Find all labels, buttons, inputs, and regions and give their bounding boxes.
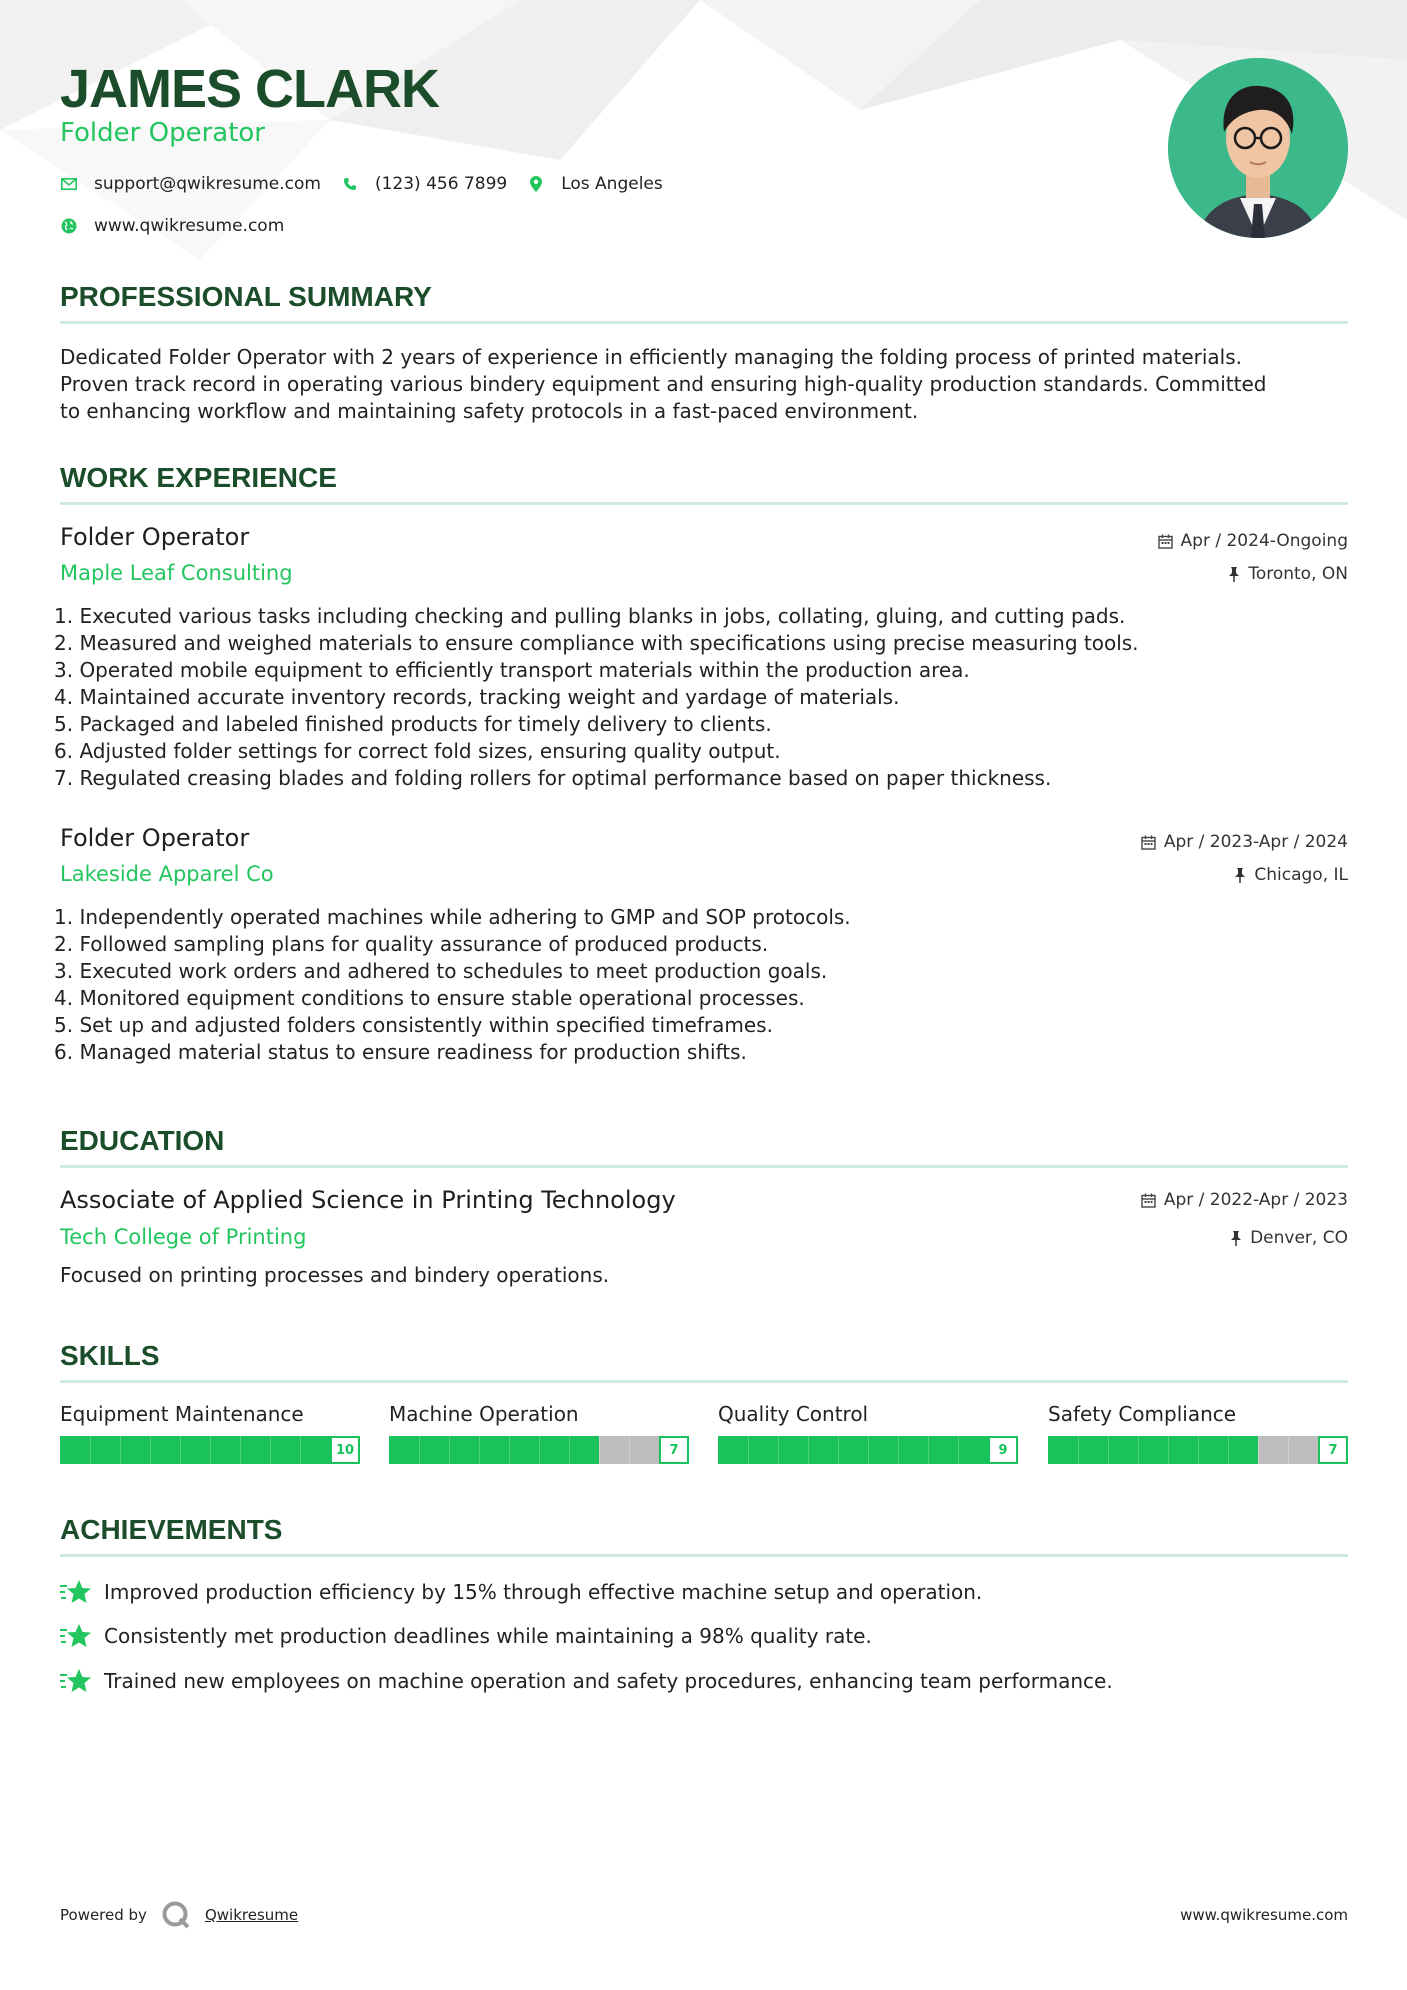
list-item: 4. Monitored equipment conditions to ensure stable operational processes.: [54, 986, 805, 1010]
skill-bar-segment: [898, 1436, 899, 1464]
skill-bar-segment: [539, 1436, 540, 1464]
achievement-item: [60, 1622, 872, 1650]
job-bullets: [54, 904, 1348, 1066]
skill-bar-segment: [509, 1436, 510, 1464]
pushpin-icon: [1228, 567, 1240, 582]
skill-bar-segment: [1168, 1436, 1169, 1464]
job-bullets: [54, 603, 1348, 792]
skill-bar-segment: [1138, 1436, 1139, 1464]
map-pin-icon: [527, 175, 545, 193]
skill-bar-segment: [1228, 1436, 1229, 1464]
skill-bar-segment: [778, 1436, 779, 1464]
skill-bar-segment: [300, 1436, 301, 1464]
star-icon: [60, 1622, 92, 1650]
skill-bar-segment: [1078, 1436, 1079, 1464]
list-item: 5. Packaged and labeled finished products for timely delivery to clients.: [54, 712, 772, 736]
brand-link[interactable]: Qwikresume: [204, 1906, 299, 1924]
skill-level: 7: [659, 1436, 689, 1464]
job-dates-text: Apr / 2023-Apr / 2024: [1163, 832, 1348, 852]
summary-heading: PROFESSIONAL SUMMARY: [60, 281, 432, 312]
skill-bar-fill: [718, 1436, 988, 1464]
qwikresume-logo-icon: [161, 1900, 191, 1930]
skill-bar-segment: [958, 1436, 959, 1464]
phone-icon: [341, 175, 359, 193]
job-title: Folder Operator: [60, 824, 250, 852]
job-location: [1228, 564, 1348, 584]
skill-bar-segment: [150, 1436, 151, 1464]
summary-line: to enhancing workflow and maintaining safety protocols in a fast-paced environment.: [60, 399, 919, 423]
location-text: Los Angeles: [561, 174, 663, 194]
phone-text: (123) 456 7899: [374, 174, 508, 194]
job-title: Folder Operator: [60, 523, 250, 551]
skill-bar-segment: [479, 1436, 480, 1464]
skill-bar-segment: [120, 1436, 121, 1464]
contact-row-secondary: [60, 216, 304, 236]
achievements-heading: ACHIEVEMENTS: [60, 1514, 283, 1545]
list-item: 4. Maintained accurate inventory records, tracking weight and yardage of materials.: [54, 685, 900, 709]
skill-bar-segment: [629, 1436, 630, 1464]
list-item: 5. Set up and adjusted folders consistently within specified timeframes.: [54, 1013, 773, 1037]
skill-bar-fill: [1048, 1436, 1258, 1464]
star-icon: [60, 1578, 92, 1606]
achievement-item: [60, 1667, 1113, 1695]
skill-bar: [1048, 1436, 1348, 1464]
skill-level: 7: [1318, 1436, 1348, 1464]
email-text[interactable]: support@qwikresume.com: [94, 174, 321, 194]
footer-powered-by: [60, 1900, 298, 1930]
degree-title: Associate of Applied Science in Printing Technology: [60, 1186, 676, 1214]
globe-icon: [60, 217, 78, 235]
company-name: Lakeside Apparel Co: [60, 862, 274, 886]
skill-bar: [60, 1436, 360, 1464]
achievement-item: [60, 1578, 982, 1606]
skill-bar-segment: [928, 1436, 929, 1464]
powered-by-text: Powered by: [60, 1906, 147, 1924]
contact-row-primary: [60, 174, 683, 194]
achievement-text: Trained new employees on machine operation and safety procedures, enhancing team performance.: [104, 1669, 1113, 1693]
list-item: 3. Executed work orders and adhered to schedules to meet production goals.: [54, 959, 828, 983]
candidate-name: JAMES CLARK: [60, 59, 440, 119]
summary-divider: [60, 321, 1348, 324]
school-name: Tech College of Printing: [60, 1225, 307, 1249]
skill-bar-segment: [1108, 1436, 1109, 1464]
job-dates-text: Apr / 2024-Ongoing: [1180, 531, 1348, 551]
skill-item: [60, 1402, 360, 1464]
job-location-text: Toronto, ON: [1248, 564, 1348, 584]
summary-line: Dedicated Folder Operator with 2 years of experience in efficiently managing the folding process of printed materials.: [60, 345, 1243, 369]
calendar-icon: [1158, 534, 1173, 549]
skill-item: [718, 1402, 1018, 1464]
skills-divider: [60, 1380, 1348, 1383]
achievement-text: Improved production efficiency by 15% through effective machine setup and operation.: [104, 1580, 983, 1604]
skill-bar-segment: [240, 1436, 241, 1464]
skill-bar-segment: [270, 1436, 271, 1464]
website-text[interactable]: www.qwikresume.com: [94, 216, 285, 236]
skill-bar-segment: [868, 1436, 869, 1464]
job-location-text: Chicago, IL: [1254, 865, 1348, 885]
list-item: 1. Executed various tasks including checking and pulling blanks in jobs, collating, gluing, and cutting pads.: [54, 604, 1126, 628]
job-dates: [1141, 832, 1348, 852]
skill-name: Machine Operation: [389, 1402, 579, 1426]
profile-photo: [1168, 58, 1348, 238]
calendar-icon: [1141, 1193, 1156, 1208]
education-heading: EDUCATION: [60, 1125, 225, 1156]
experience-divider: [60, 502, 1348, 505]
skill-bar-segment: [808, 1436, 809, 1464]
list-item: 2. Measured and weighed materials to ensure compliance with specifications using precise measuring tools.: [54, 631, 1139, 655]
list-item: 7. Regulated creasing blades and folding rollers for optimal performance based on paper thickness.: [54, 766, 1052, 790]
skill-name: Safety Compliance: [1048, 1402, 1237, 1426]
skill-level: 10: [330, 1436, 360, 1464]
skill-bar-segment: [449, 1436, 450, 1464]
job-location: [1234, 865, 1348, 885]
skill-bar-segment: [599, 1436, 600, 1464]
education-divider: [60, 1165, 1348, 1168]
list-item: 1. Independently operated machines while adhering to GMP and SOP protocols.: [54, 905, 851, 929]
skill-bar-segment: [838, 1436, 839, 1464]
skills-heading: SKILLS: [60, 1340, 160, 1371]
education-location: [1230, 1228, 1348, 1248]
list-item: 6. Managed material status to ensure readiness for production shifts.: [54, 1040, 747, 1064]
summary-text: [60, 344, 1348, 425]
pushpin-icon: [1234, 868, 1246, 883]
skill-bar-segment: [419, 1436, 420, 1464]
skill-item: [1048, 1402, 1348, 1464]
star-icon: [60, 1667, 92, 1695]
skill-bar-segment: [1258, 1436, 1259, 1464]
achievements-divider: [60, 1554, 1348, 1557]
education-location-text: Denver, CO: [1250, 1228, 1348, 1248]
skill-bar-segment: [748, 1436, 749, 1464]
skill-name: Equipment Maintenance: [60, 1402, 304, 1426]
pushpin-icon: [1230, 1231, 1242, 1246]
calendar-icon: [1141, 835, 1156, 850]
skill-bar: [718, 1436, 1018, 1464]
skill-bar: [389, 1436, 689, 1464]
list-item: 6. Adjusted folder settings for correct fold sizes, ensuring quality output.: [54, 739, 781, 763]
envelope-icon: [60, 175, 78, 193]
summary-line: Proven track record in operating various bindery equipment and ensuring high-quality production standards. Committed: [60, 372, 1267, 396]
education-dates: [1141, 1190, 1348, 1210]
list-item: 2. Followed sampling plans for quality assurance of produced products.: [54, 932, 769, 956]
skill-bar-segment: [1198, 1436, 1199, 1464]
list-item: 3. Operated mobile equipment to efficiently transport materials within the production area.: [54, 658, 970, 682]
education-description: Focused on printing processes and bindery operations.: [60, 1263, 610, 1287]
experience-heading: WORK EXPERIENCE: [60, 462, 337, 493]
skill-bar-segment: [90, 1436, 91, 1464]
company-name: Maple Leaf Consulting: [60, 561, 293, 585]
job-dates: [1158, 531, 1348, 551]
footer-url[interactable]: www.qwikresume.com: [1180, 1906, 1348, 1924]
skill-level: 9: [988, 1436, 1018, 1464]
skill-bar-segment: [210, 1436, 211, 1464]
skill-bar-segment: [569, 1436, 570, 1464]
candidate-title: Folder Operator: [60, 118, 265, 148]
skill-bar-segment: [180, 1436, 181, 1464]
skill-item: [389, 1402, 689, 1464]
skill-bar-fill: [389, 1436, 599, 1464]
skill-bar-segment: [1288, 1436, 1289, 1464]
education-dates-text: Apr / 2022-Apr / 2023: [1163, 1190, 1348, 1210]
achievement-text: Consistently met production deadlines while maintaining a 98% quality rate.: [104, 1624, 872, 1648]
skill-name: Quality Control: [718, 1402, 869, 1426]
